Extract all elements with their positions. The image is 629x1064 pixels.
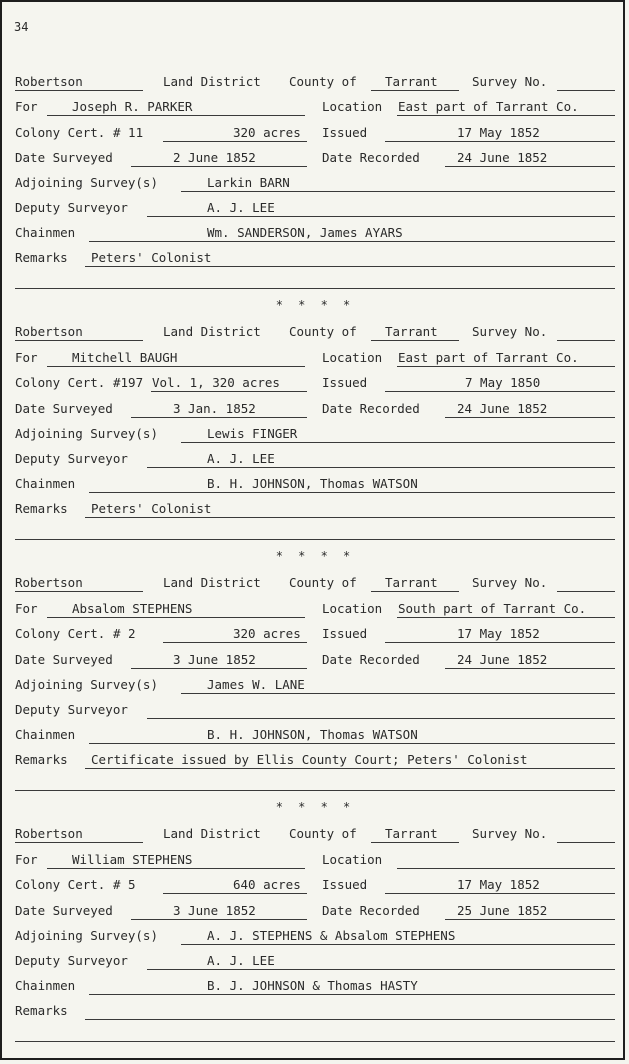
chainmen-value: B. J. JOHNSON & Thomas HASTY	[207, 978, 418, 993]
deputy-label: Deputy Surveyor	[15, 702, 128, 717]
county-label: County of	[289, 575, 357, 590]
colony-cert-label: Colony Cert.	[15, 125, 106, 140]
colony-cert-label: Colony Cert.	[15, 626, 106, 641]
remarks-label: Remarks	[15, 501, 68, 516]
chainmen-value: B. H. JOHNSON, Thomas WATSON	[207, 727, 418, 742]
date-recorded-label: Date Recorded	[322, 401, 420, 416]
date-surveyed-value: 3 Jan. 1852	[173, 401, 256, 416]
land-district-label: Land District	[163, 324, 261, 339]
record-separator: * * * *	[275, 298, 355, 312]
survey-no-label: Survey No.	[472, 826, 548, 841]
location-label: Location	[322, 350, 383, 365]
colony-cert-number: # 11	[113, 125, 144, 140]
grantee-value: Absalom STEPHENS	[72, 601, 193, 616]
remarks-value: Peters' Colonist	[91, 501, 212, 516]
remarks-value: Peters' Colonist	[91, 250, 212, 265]
grantee-value: William STEPHENS	[72, 852, 193, 867]
location-value: East part of Tarrant Co.	[398, 99, 579, 114]
date-surveyed-label: Date Surveyed	[15, 903, 113, 918]
date-surveyed-value: 2 June 1852	[173, 150, 256, 165]
colony-cert-value: 320 acres	[233, 626, 301, 641]
chainmen-label: Chainmen	[15, 727, 76, 742]
location-label: Location	[322, 601, 383, 616]
adjoining-value: Lewis FINGER	[207, 426, 298, 441]
grantee-value: Mitchell BAUGH	[72, 350, 178, 365]
remarks-label: Remarks	[15, 1003, 68, 1018]
for-label: For	[15, 99, 38, 114]
adjoining-label: Adjoining Survey(s)	[15, 426, 158, 441]
issued-label: Issued	[322, 877, 368, 892]
survey-no-label: Survey No.	[472, 324, 548, 339]
colony-cert-value: Vol. 1, 320 acres	[152, 375, 280, 390]
date-recorded-label: Date Recorded	[322, 903, 420, 918]
issued-label: Issued	[322, 375, 368, 390]
deputy-value: A. J. LEE	[207, 200, 275, 215]
blank-line	[15, 1041, 615, 1042]
land-district-value: Robertson	[15, 826, 83, 841]
date-surveyed-label: Date Surveyed	[15, 401, 113, 416]
remarks-value: Certificate issued by Ellis County Court; Peters' Colonist	[91, 752, 528, 767]
location-value: East part of Tarrant Co.	[398, 350, 579, 365]
deputy-label: Deputy Surveyor	[15, 953, 128, 968]
date-surveyed-label: Date Surveyed	[15, 652, 113, 667]
county-value: Tarrant	[385, 324, 438, 339]
chainmen-label: Chainmen	[15, 225, 76, 240]
colony-cert-label: Colony Cert.	[15, 375, 106, 390]
for-label: For	[15, 350, 38, 365]
page-number: 34	[14, 20, 29, 34]
chainmen-value: B. H. JOHNSON, Thomas WATSON	[207, 476, 418, 491]
record-separator: * * * *	[275, 800, 355, 814]
colony-cert-number: #197	[113, 375, 144, 390]
adjoining-value: James W. LANE	[207, 677, 305, 692]
survey-no-label: Survey No.	[472, 74, 548, 89]
remarks-label: Remarks	[15, 250, 68, 265]
deputy-label: Deputy Surveyor	[15, 200, 128, 215]
blank-line	[15, 288, 615, 289]
county-value: Tarrant	[385, 826, 438, 841]
county-label: County of	[289, 74, 357, 89]
chainmen-value: Wm. SANDERSON, James AYARS	[207, 225, 403, 240]
date-recorded-value: 24 June 1852	[457, 401, 548, 416]
for-label: For	[15, 601, 38, 616]
colony-cert-number: # 2	[113, 626, 136, 641]
land-district-label: Land District	[163, 826, 261, 841]
land-district-value: Robertson	[15, 324, 83, 339]
deputy-value: A. J. LEE	[207, 451, 275, 466]
grantee-value: Joseph R. PARKER	[72, 99, 193, 114]
date-recorded-label: Date Recorded	[322, 150, 420, 165]
adjoining-label: Adjoining Survey(s)	[15, 928, 158, 943]
blank-line	[15, 790, 615, 791]
adjoining-value: Larkin BARN	[207, 175, 290, 190]
date-recorded-label: Date Recorded	[322, 652, 420, 667]
issued-label: Issued	[322, 125, 368, 140]
land-district-label: Land District	[163, 74, 261, 89]
issued-value: 7 May 1850	[465, 375, 541, 390]
deputy-value: A. J. LEE	[207, 953, 275, 968]
adjoining-label: Adjoining Survey(s)	[15, 677, 158, 692]
survey-no-label: Survey No.	[472, 575, 548, 590]
date-recorded-value: 24 June 1852	[457, 150, 548, 165]
deputy-label: Deputy Surveyor	[15, 451, 128, 466]
county-label: County of	[289, 826, 357, 841]
county-value: Tarrant	[385, 74, 438, 89]
colony-cert-label: Colony Cert.	[15, 877, 106, 892]
location-value: South part of Tarrant Co.	[398, 601, 587, 616]
date-recorded-value: 25 June 1852	[457, 903, 548, 918]
date-surveyed-value: 3 June 1852	[173, 652, 256, 667]
record-separator: * * * *	[275, 549, 355, 563]
land-district-label: Land District	[163, 575, 261, 590]
date-surveyed-value: 3 June 1852	[173, 903, 256, 918]
blank-line	[15, 539, 615, 540]
location-label: Location	[322, 852, 383, 867]
adjoining-value: A. J. STEPHENS & Absalom STEPHENS	[207, 928, 456, 943]
issued-value: 17 May 1852	[457, 125, 540, 140]
chainmen-label: Chainmen	[15, 476, 76, 491]
land-district-value: Robertson	[15, 74, 83, 89]
date-surveyed-label: Date Surveyed	[15, 150, 113, 165]
issued-value: 17 May 1852	[457, 626, 540, 641]
colony-cert-number: # 5	[113, 877, 136, 892]
issued-value: 17 May 1852	[457, 877, 540, 892]
location-label: Location	[322, 99, 383, 114]
chainmen-label: Chainmen	[15, 978, 76, 993]
for-label: For	[15, 852, 38, 867]
issued-label: Issued	[322, 626, 368, 641]
land-district-value: Robertson	[15, 575, 83, 590]
colony-cert-value: 320 acres	[233, 125, 301, 140]
remarks-label: Remarks	[15, 752, 68, 767]
adjoining-label: Adjoining Survey(s)	[15, 175, 158, 190]
county-value: Tarrant	[385, 575, 438, 590]
colony-cert-value: 640 acres	[233, 877, 301, 892]
date-recorded-value: 24 June 1852	[457, 652, 548, 667]
county-label: County of	[289, 324, 357, 339]
